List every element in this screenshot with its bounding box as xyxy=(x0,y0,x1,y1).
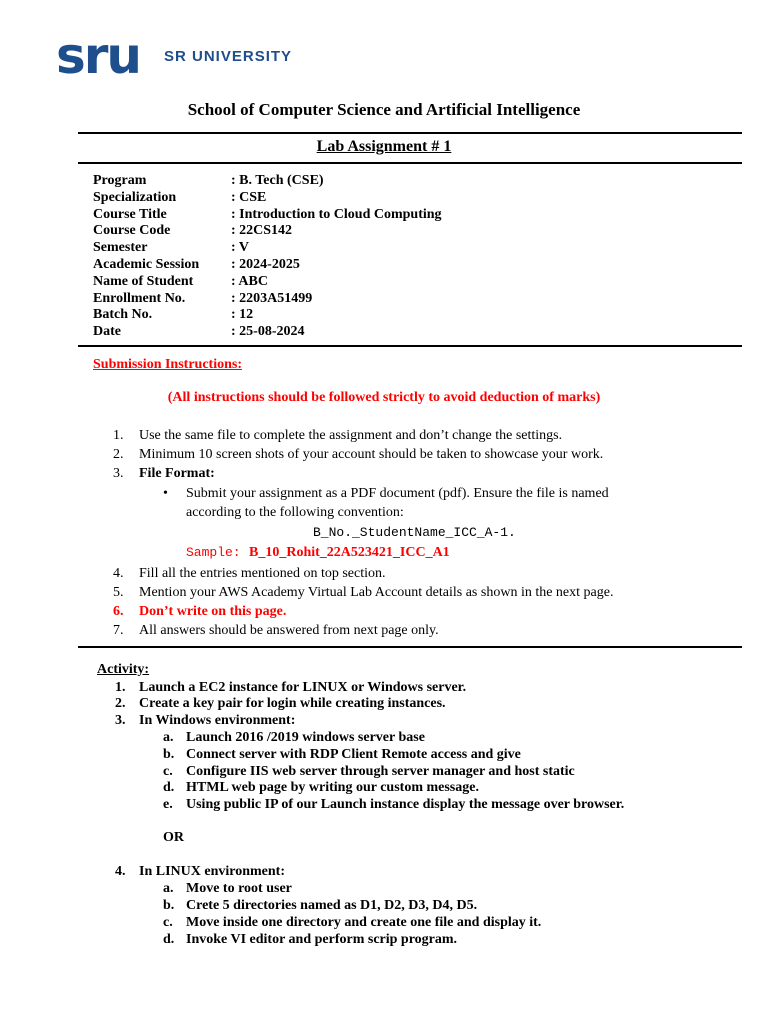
info-value: : Introduction to Cloud Computing xyxy=(231,206,442,222)
bullet-text: Submit your assignment as a PDF document (pdf). Ensure the file is named xyxy=(186,486,609,501)
info-label: Academic Session xyxy=(93,256,200,272)
sub-item-letter: b. xyxy=(163,898,175,913)
info-row xyxy=(93,223,442,240)
sub-item-letter: c. xyxy=(163,764,173,779)
item-number: 5. xyxy=(113,585,124,600)
bullet-icon: • xyxy=(163,486,168,501)
sub-item-letter: b. xyxy=(163,747,175,762)
item-text: Fill all the entries mentioned on top section. xyxy=(139,566,386,581)
divider xyxy=(78,162,742,164)
activity-item-number: 4. xyxy=(115,864,126,879)
sub-item-letter: a. xyxy=(163,730,174,745)
info-row xyxy=(93,307,442,324)
convention-text: B_No._StudentName_ICC_A-1. xyxy=(313,525,516,540)
course-info xyxy=(93,173,442,341)
info-row xyxy=(93,324,442,341)
sub-item-text: Launch 2016 /2019 windows server base xyxy=(186,730,425,745)
item-number: 7. xyxy=(113,623,124,638)
lab-assignment-title: Lab Assignment # 1 xyxy=(316,138,452,155)
sub-item-text: Move inside one directory and create one file and display it. xyxy=(186,915,542,930)
info-value: : ABC xyxy=(231,273,268,289)
item-text: Minimum 10 screen shots of your account should be taken to showcase your work. xyxy=(139,447,604,462)
sub-item-text: Invoke VI editor and perform scrip program. xyxy=(186,932,458,947)
info-value: : 25-08-2024 xyxy=(231,324,305,340)
school-title: School of Computer Science and Artificial Intelligence xyxy=(187,100,581,119)
sub-item-letter: e. xyxy=(163,797,173,812)
activity-item-text: Launch a EC2 instance for LINUX or Windows server. xyxy=(139,680,467,695)
info-label: Specialization xyxy=(93,189,177,205)
info-label: Date xyxy=(93,324,121,340)
activity-item-text: In LINUX environment: xyxy=(139,864,285,879)
info-label: Course Title xyxy=(93,206,167,222)
submission-instructions-title: Submission Instructions: xyxy=(93,357,242,372)
info-row xyxy=(93,257,442,274)
info-value: : V xyxy=(231,240,250,256)
item-text: Use the same file to complete the assignment and don’t change the settings. xyxy=(139,428,563,443)
info-value: : 12 xyxy=(231,307,254,323)
sample-value: B_10_Rohit_22A523421_ICC_A1 xyxy=(249,545,450,560)
info-row xyxy=(93,291,442,308)
sub-item-text: Move to root user xyxy=(186,881,292,896)
info-value: : 22CS142 xyxy=(231,223,293,239)
activity-item-number: 3. xyxy=(115,713,126,728)
sub-item-text: HTML web page by writing our custom message. xyxy=(186,780,479,795)
divider xyxy=(78,646,742,648)
sample-label: Sample: xyxy=(186,545,241,560)
info-label: Batch No. xyxy=(93,307,153,323)
divider xyxy=(78,132,742,134)
or-separator: OR xyxy=(163,830,184,845)
sub-item-text: Configure IIS web server through server manager and host static xyxy=(186,764,575,779)
item-text: Don’t write on this page. xyxy=(139,604,287,619)
info-row xyxy=(93,173,442,190)
info-value: : CSE xyxy=(231,189,267,205)
info-value: : 2203A51499 xyxy=(231,290,313,306)
activity-item-number: 2. xyxy=(115,696,126,711)
info-label: Program xyxy=(93,173,147,188)
submission-warning: (All instructions should be followed strictly to avoid deduction of marks) xyxy=(167,390,601,405)
sub-item-letter: a. xyxy=(163,881,174,896)
item-number: 4. xyxy=(113,566,124,581)
activity-item-number: 1. xyxy=(115,680,126,695)
item-number: 3. xyxy=(113,466,124,481)
sub-item-letter: d. xyxy=(163,780,175,795)
item-number: 2. xyxy=(113,447,124,462)
item-number: 1. xyxy=(113,428,124,443)
item-text: File Format: xyxy=(139,466,215,481)
bullet-text: according to the following convention: xyxy=(186,505,404,520)
divider xyxy=(78,345,742,347)
logo-text: SR UNIVERSITY xyxy=(164,47,293,65)
sub-item-text: Connect server with RDP Client Remote access and give xyxy=(186,747,521,762)
info-row xyxy=(93,190,442,207)
info-value: : B. Tech (CSE) xyxy=(231,173,324,188)
info-label: Course Code xyxy=(93,223,171,239)
info-row xyxy=(93,240,442,257)
logo-mark: sru xyxy=(56,27,141,85)
university-logo xyxy=(56,27,293,85)
item-number: 6. xyxy=(113,604,124,619)
info-label: Name of Student xyxy=(93,273,194,289)
info-row xyxy=(93,274,442,291)
sub-item-text: Crete 5 directories named as D1, D2, D3, D4, D5. xyxy=(186,898,478,913)
item-text: All answers should be answered from next page only. xyxy=(139,623,439,638)
activity-item-text: Create a key pair for login while creating instances. xyxy=(139,696,446,711)
activity-title: Activity: xyxy=(97,662,150,677)
info-label: Semester xyxy=(93,240,148,256)
item-text: Mention your AWS Academy Virtual Lab Account details as shown in the next page. xyxy=(139,585,614,600)
sub-item-letter: d. xyxy=(163,932,175,947)
info-label: Enrollment No. xyxy=(93,290,186,306)
info-value: : 2024-2025 xyxy=(231,256,300,272)
activity-item-text: In Windows environment: xyxy=(139,713,296,728)
info-row xyxy=(93,207,442,224)
sub-item-letter: c. xyxy=(163,915,173,930)
sub-item-text: Using public IP of our Launch instance display the message over browser. xyxy=(186,797,625,812)
